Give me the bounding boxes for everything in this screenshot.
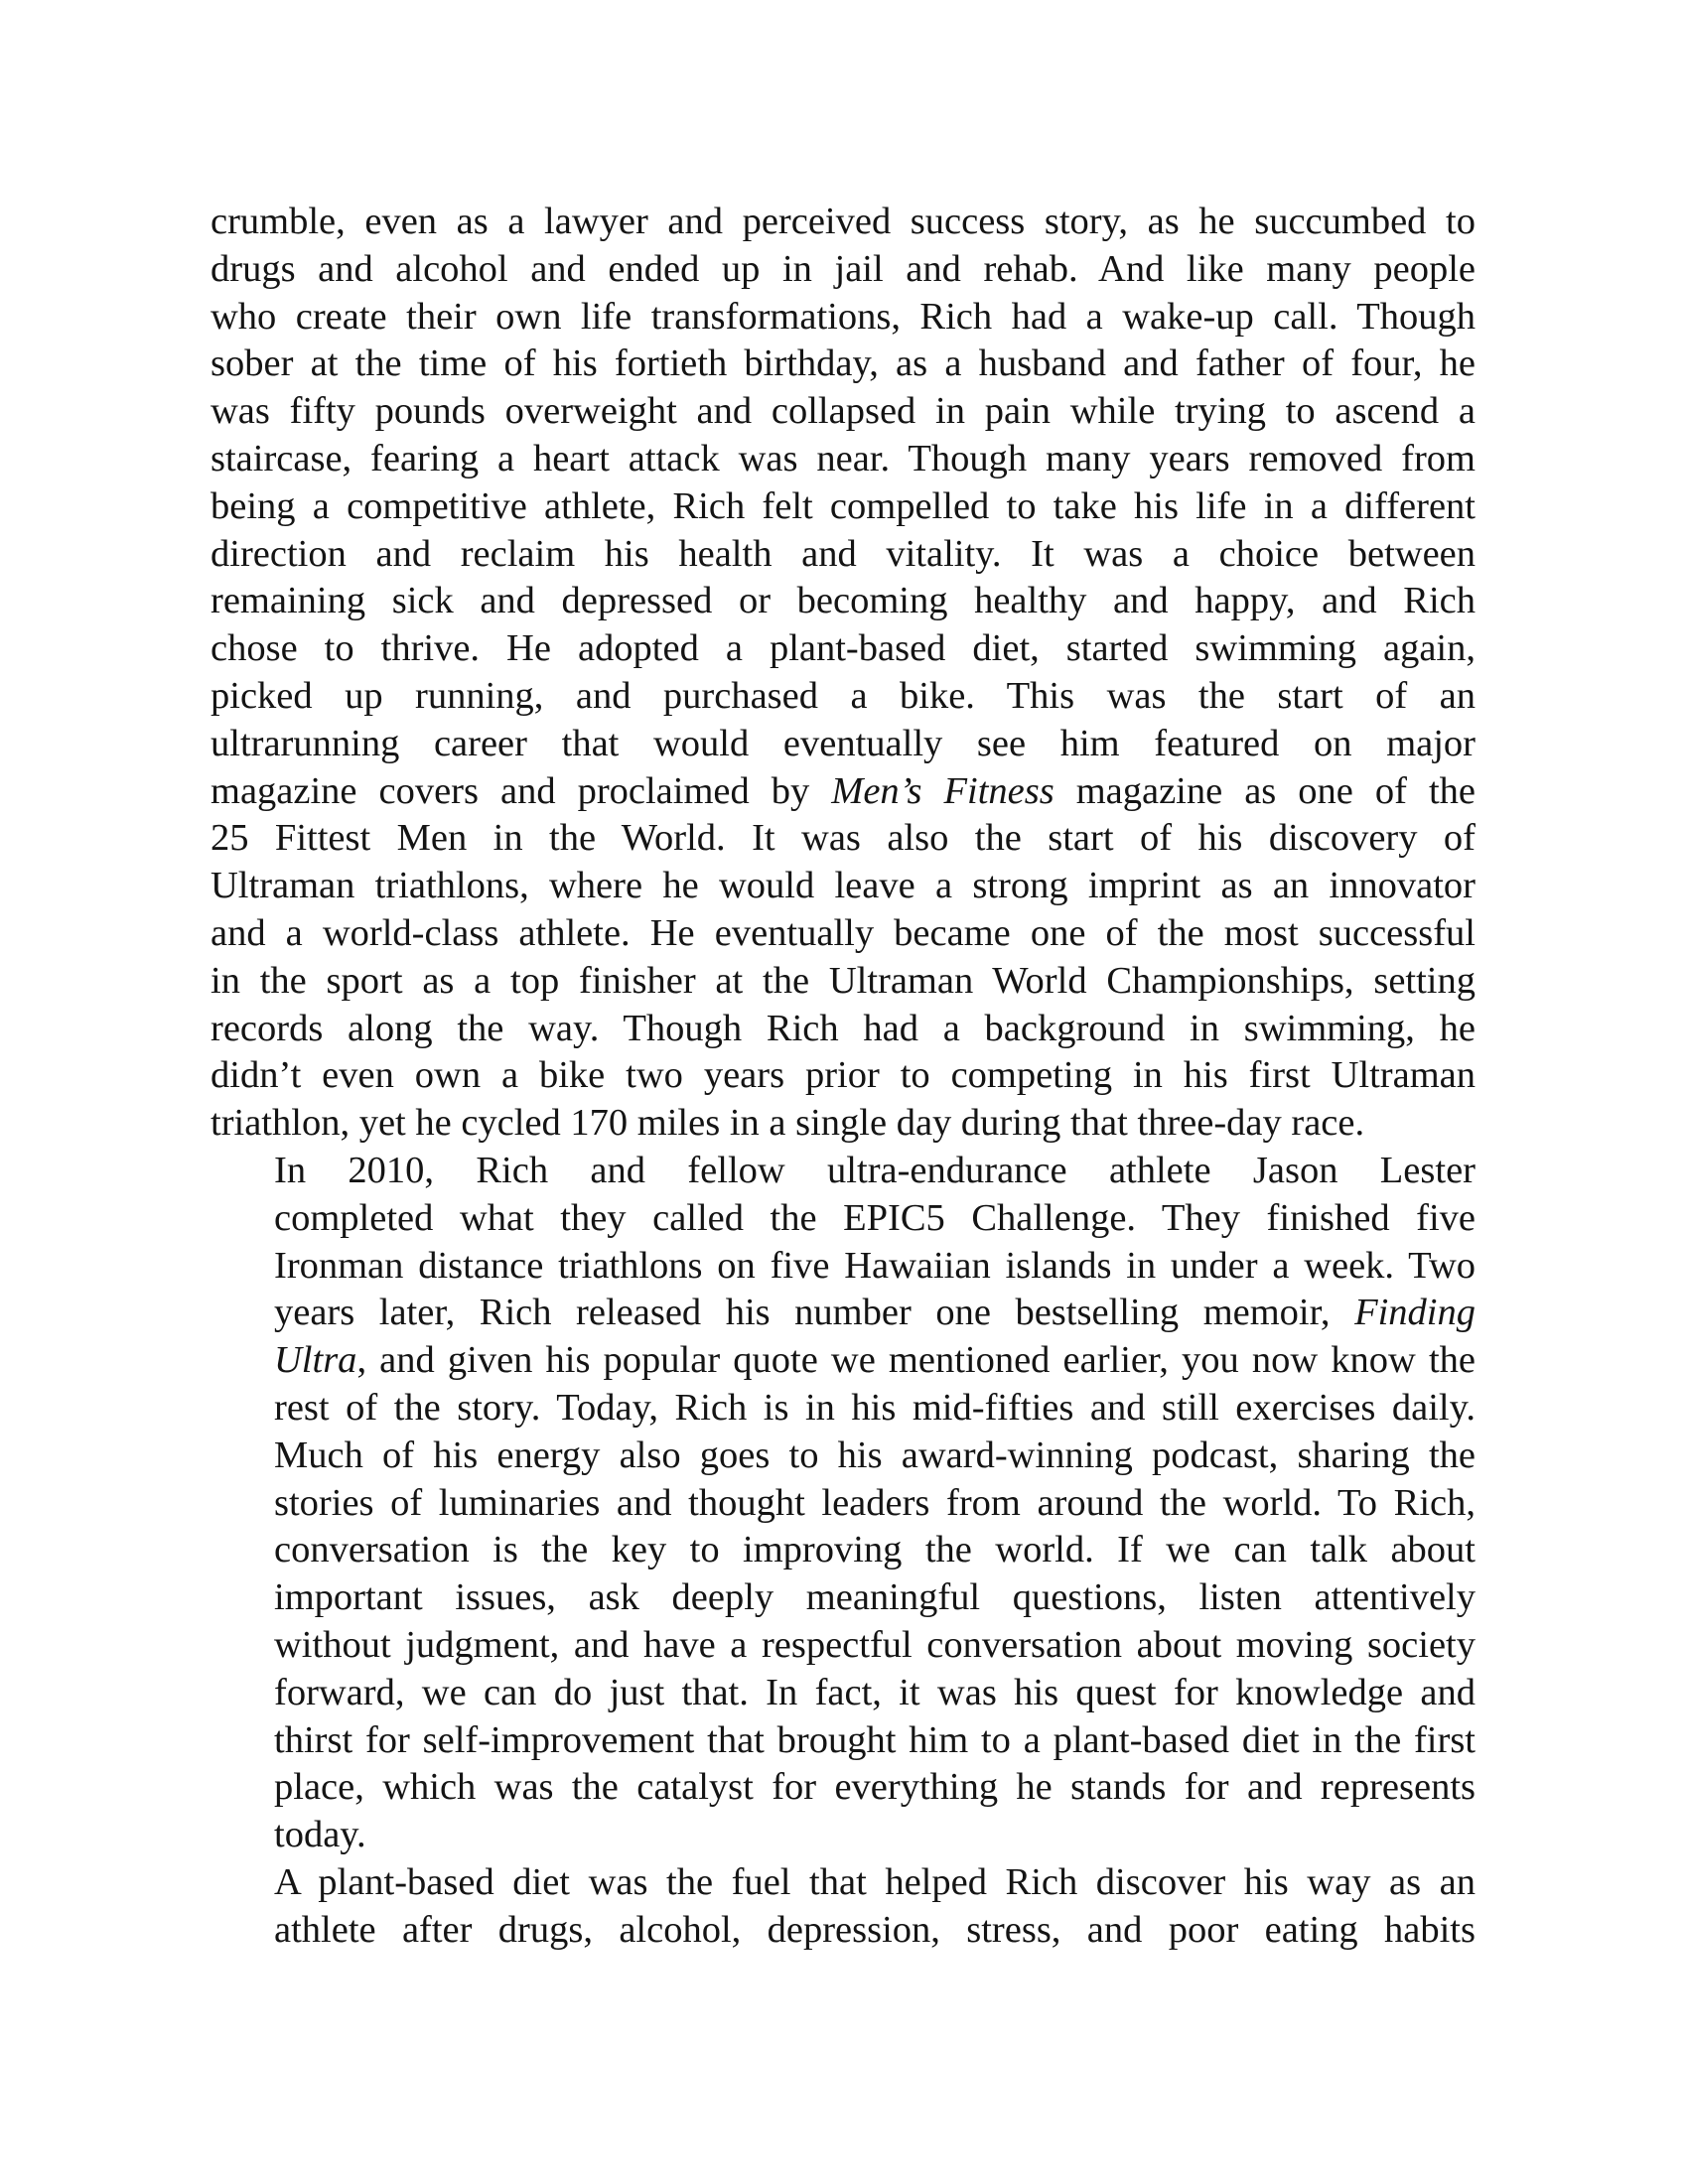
text-segment: staircase, fearing a heart attack was near. Though many years removed from xyxy=(211,437,1476,479)
text-segment: was fifty pounds overweight and collapsed in pain while trying to ascend a xyxy=(211,390,1476,433)
text-line xyxy=(211,673,1476,721)
text-segment: important issues, ask deeply meaningful questions, listen attentively xyxy=(274,1576,1476,1619)
text-segment: who create their own life transformations, Rich had a wake-up call. Though xyxy=(211,295,1476,338)
text-segment: chose to thrive. He adopted a plant-based diet, started swimming again, xyxy=(211,627,1476,670)
text-line xyxy=(211,199,1476,246)
text-line xyxy=(211,863,1476,910)
text-segment: thirst for self-improvement that brought him to a plant-based diet in the first xyxy=(274,1718,1476,1761)
text-segment: 25 Fittest Men in the World. It was also the start of his discovery of xyxy=(211,817,1476,860)
text-line xyxy=(211,1907,1476,1955)
text-line xyxy=(211,1480,1476,1528)
text-line xyxy=(211,910,1476,958)
paragraph xyxy=(211,1859,1476,1955)
text-line xyxy=(211,578,1476,625)
page-body xyxy=(211,199,1476,1954)
text-line xyxy=(211,1622,1476,1670)
text-segment: triathlon, yet he cycled 170 miles in a single day during that three-day race. xyxy=(211,1102,1365,1145)
text-segment: and a world-class athlete. He eventually became one of the most successful xyxy=(211,911,1476,954)
text-line xyxy=(211,815,1476,863)
text-line xyxy=(211,1670,1476,1717)
text-segment: in the sport as a top finisher at the Ultraman World Championships, setting xyxy=(211,959,1476,1002)
text-segment: A plant-based diet was the fuel that helped Rich discover his way as an xyxy=(274,1860,1476,1903)
text-line xyxy=(211,958,1476,1006)
text-line xyxy=(211,1764,1476,1812)
text-line xyxy=(211,1006,1476,1053)
text-line xyxy=(211,1100,1476,1148)
text-segment: drugs and alcohol and ended up in jail and rehab. And like many people xyxy=(211,247,1476,290)
text-segment: , and given his popular quote we mentioned earlier, you now know the xyxy=(356,1339,1476,1382)
text-segment: magazine as one of the xyxy=(1054,769,1476,812)
text-segment: crumble, even as a lawyer and perceived success story, as he succumbed to xyxy=(211,201,1476,242)
text-segment: records along the way. Though Rich had a background in swimming, he xyxy=(211,1007,1476,1049)
text-segment: remaining sick and depressed or becoming healthy and happy, and Rich xyxy=(211,580,1476,622)
italic-title: Men’s Fitness xyxy=(831,769,1055,812)
text-line xyxy=(211,1433,1476,1480)
text-line xyxy=(211,294,1476,341)
text-segment: being a competitive athlete, Rich felt compelled to take his life in a different xyxy=(211,484,1476,527)
text-line xyxy=(211,1052,1476,1100)
text-segment: completed what they called the EPIC5 Challenge. They finished five xyxy=(274,1196,1476,1239)
text-segment: years later, Rich released his number one bestselling memoir, xyxy=(274,1292,1355,1334)
text-segment: place, which was the catalyst for everything he stands for and represents xyxy=(274,1766,1476,1809)
text-line xyxy=(211,1243,1476,1291)
text-line xyxy=(211,246,1476,294)
text-line xyxy=(211,625,1476,673)
text-line xyxy=(211,721,1476,768)
text-line xyxy=(211,1290,1476,1337)
text-segment: without judgment, and have a respectful conversation about moving society xyxy=(274,1623,1476,1666)
text-line xyxy=(211,483,1476,531)
text-segment: direction and reclaim his health and vitality. It was a choice between xyxy=(211,532,1476,575)
paragraph xyxy=(211,199,1476,1148)
text-line xyxy=(211,768,1476,816)
text-line xyxy=(211,1574,1476,1622)
text-line xyxy=(211,1148,1476,1195)
text-line xyxy=(211,531,1476,579)
text-line xyxy=(211,341,1476,388)
text-segment: conversation is the key to improving the world. If we can talk about xyxy=(274,1529,1476,1571)
text-line xyxy=(211,1337,1476,1385)
text-line xyxy=(211,1717,1476,1765)
text-line xyxy=(211,1859,1476,1907)
text-segment: In 2010, Rich and fellow ultra-endurance athlete Jason Lester xyxy=(274,1149,1476,1191)
paragraph xyxy=(211,1148,1476,1859)
text-segment: Ultraman triathlons, where he would leave a strong imprint as an innovator xyxy=(211,865,1476,907)
text-segment: athlete after drugs, alcohol, depression, stress, and poor eating habits xyxy=(274,1908,1476,1951)
text-segment: sober at the time of his fortieth birthday, as a husband and father of four, he xyxy=(211,342,1476,385)
text-line xyxy=(211,436,1476,483)
text-line xyxy=(211,1385,1476,1433)
text-line xyxy=(211,1812,1476,1859)
text-segment: today. xyxy=(274,1814,366,1856)
text-segment: picked up running, and purchased a bike. This was the start of an xyxy=(211,674,1476,717)
text-segment: ultrarunning career that would eventually see him featured on major xyxy=(211,722,1476,764)
italic-title: Finding xyxy=(1354,1292,1476,1334)
text-segment: forward, we can do just that. In fact, it was his quest for knowledge and xyxy=(274,1671,1476,1713)
text-segment: rest of the story. Today, Rich is in his mid-fifties and still exercises daily. xyxy=(274,1386,1476,1429)
text-segment: magazine covers and proclaimed by xyxy=(211,769,832,812)
text-segment: didn’t even own a bike two years prior to competing in his first Ultraman xyxy=(211,1054,1476,1097)
text-line xyxy=(211,1195,1476,1243)
italic-title: Ultra xyxy=(274,1339,357,1382)
text-segment: stories of luminaries and thought leaders from around the world. To Rich, xyxy=(274,1481,1476,1524)
text-line xyxy=(211,388,1476,436)
text-segment: Much of his energy also goes to his award-winning podcast, sharing the xyxy=(274,1433,1476,1476)
text-line xyxy=(211,1527,1476,1574)
text-segment: Ironman distance triathlons on five Hawaiian islands in under a week. Two xyxy=(274,1244,1476,1287)
